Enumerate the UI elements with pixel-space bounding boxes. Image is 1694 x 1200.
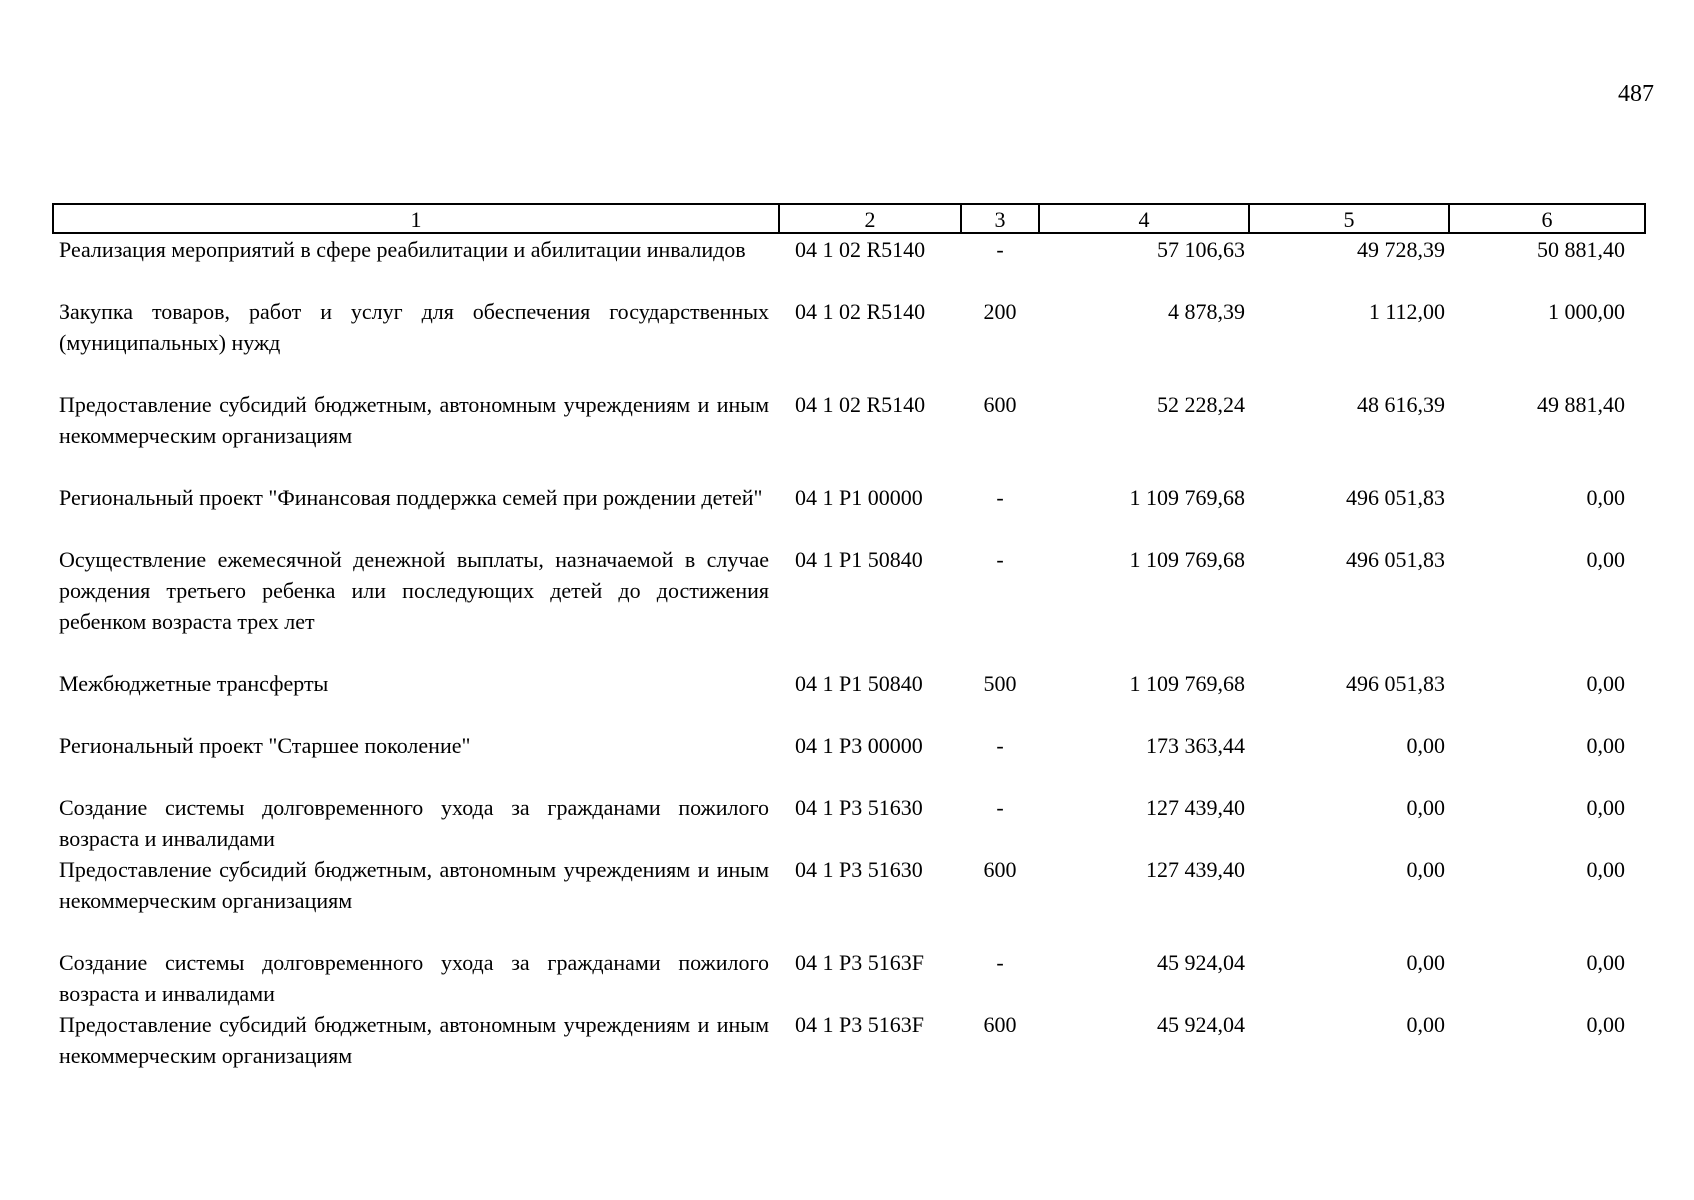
row-type: -	[996, 547, 1004, 572]
column-header-1: 1	[53, 204, 779, 233]
row-code: 04 1 02 R5140	[795, 392, 926, 417]
row-value-5: 496 051,83	[1346, 547, 1445, 572]
row-name: Закупка товаров, работ и услуг для обеспечения государственных (муниципальных) нужд	[59, 299, 769, 355]
row-value-5: 0,00	[1406, 1012, 1445, 1037]
row-type: -	[996, 485, 1004, 510]
row-code: 04 1 P3 51630	[795, 857, 923, 882]
column-header-3: 3	[961, 204, 1039, 233]
budget-table	[52, 203, 1646, 1071]
column-header-2: 2	[779, 204, 961, 233]
row-value-5: 48 616,39	[1357, 392, 1445, 417]
row-name: Предоставление субсидий бюджетным, автономным учреждениям и иным некоммерческим организациям	[59, 392, 769, 448]
row-value-6: 0,00	[1586, 857, 1625, 882]
row-code: 04 1 P3 5163F	[795, 950, 924, 975]
row-type: 600	[983, 392, 1017, 417]
column-header-5: 5	[1249, 204, 1449, 233]
table-row	[53, 792, 1645, 854]
row-value-4: 1 109 769,68	[1129, 547, 1245, 572]
table-row	[53, 296, 1645, 389]
row-value-6: 0,00	[1586, 950, 1625, 975]
row-value-4: 45 924,04	[1157, 950, 1245, 975]
table-row	[53, 389, 1645, 482]
row-value-6: 49 881,40	[1537, 392, 1625, 417]
row-value-6: 0,00	[1586, 795, 1625, 820]
row-value-4: 127 439,40	[1146, 795, 1245, 820]
table-body	[53, 233, 1645, 1071]
row-value-5: 0,00	[1406, 950, 1445, 975]
row-value-5: 49 728,39	[1357, 237, 1445, 262]
row-code: 04 1 P1 50840	[795, 547, 923, 572]
row-name: Межбюджетные трансферты	[59, 671, 329, 696]
row-type: 600	[983, 857, 1017, 882]
table-row	[53, 233, 1645, 296]
row-code: 04 1 02 R5140	[795, 237, 926, 262]
table-row	[53, 544, 1645, 668]
row-value-4: 173 363,44	[1146, 733, 1245, 758]
row-value-5: 496 051,83	[1346, 485, 1445, 510]
row-name: Предоставление субсидий бюджетным, автономным учреждениям и иным некоммерческим организациям	[59, 1012, 769, 1068]
row-type: 500	[983, 671, 1017, 696]
row-name: Создание системы долговременного ухода за гражданами пожилого возраста и инвалидами	[59, 950, 769, 1006]
row-value-4: 1 109 769,68	[1129, 671, 1245, 696]
row-value-5: 0,00	[1406, 733, 1445, 758]
row-name: Создание системы долговременного ухода за гражданами пожилого возраста и инвалидами	[59, 795, 769, 851]
page-number: 487	[1618, 81, 1654, 107]
row-name: Региональный проект "Финансовая поддержка семей при рождении детей"	[59, 485, 763, 510]
row-value-4: 45 924,04	[1157, 1012, 1245, 1037]
row-code: 04 1 P1 00000	[795, 485, 923, 510]
row-value-5: 0,00	[1406, 857, 1445, 882]
column-header-6: 6	[1449, 204, 1645, 233]
row-value-4: 4 878,39	[1168, 299, 1245, 324]
row-code: 04 1 P3 00000	[795, 733, 923, 758]
row-type: 600	[983, 1012, 1017, 1037]
row-value-6: 0,00	[1586, 671, 1625, 696]
row-value-5: 1 112,00	[1368, 299, 1445, 324]
row-type: -	[996, 795, 1004, 820]
row-type: -	[996, 733, 1004, 758]
table-header	[53, 204, 1645, 233]
row-value-4: 1 109 769,68	[1129, 485, 1245, 510]
row-value-6: 0,00	[1586, 733, 1625, 758]
row-value-6: 1 000,00	[1548, 299, 1625, 324]
row-type: -	[996, 237, 1004, 262]
row-value-5: 496 051,83	[1346, 671, 1445, 696]
table-row	[53, 1009, 1645, 1071]
row-type: 200	[983, 299, 1017, 324]
row-name: Реализация мероприятий в сфере реабилитации и абилитации инвалидов	[59, 237, 746, 262]
table-row	[53, 854, 1645, 947]
row-value-6: 0,00	[1586, 485, 1625, 510]
row-value-6: 0,00	[1586, 547, 1625, 572]
row-value-6: 50 881,40	[1537, 237, 1625, 262]
row-value-5: 0,00	[1406, 795, 1445, 820]
row-value-4: 52 228,24	[1157, 392, 1245, 417]
table-row	[53, 482, 1645, 544]
row-code: 04 1 P3 51630	[795, 795, 923, 820]
row-value-6: 0,00	[1586, 1012, 1625, 1037]
row-code: 04 1 P1 50840	[795, 671, 923, 696]
row-code: 04 1 02 R5140	[795, 299, 926, 324]
header-row	[53, 204, 1645, 233]
row-name: Региональный проект "Старшее поколение"	[59, 733, 471, 758]
row-value-4: 57 106,63	[1157, 237, 1245, 262]
column-header-4: 4	[1039, 204, 1249, 233]
table-row	[53, 947, 1645, 1009]
row-code: 04 1 P3 5163F	[795, 1012, 924, 1037]
row-value-4: 127 439,40	[1146, 857, 1245, 882]
row-name: Осуществление ежемесячной денежной выплаты, назначаемой в случае рождения третьего ребенка или последующих детей до достижения ребенком возраста трех лет	[59, 547, 769, 634]
table-row	[53, 668, 1645, 730]
table-row	[53, 730, 1645, 792]
row-type: -	[996, 950, 1004, 975]
row-name: Предоставление субсидий бюджетным, автономным учреждениям и иным некоммерческим организациям	[59, 857, 769, 913]
